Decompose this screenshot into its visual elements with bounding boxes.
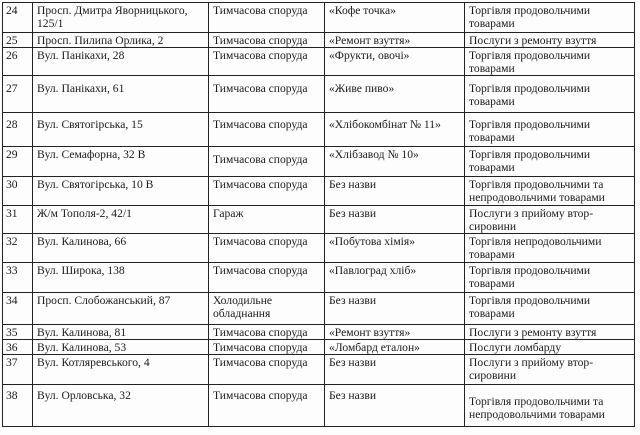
address-cell: Вул. Калинова, 53 xyxy=(33,340,209,355)
object-type-cell: Тимчасова споруда xyxy=(209,177,325,206)
object-type-cell: Тимчасова споруда xyxy=(209,325,325,340)
row-number: 33 xyxy=(3,263,33,293)
registry-table xyxy=(2,2,635,427)
object-name-cell: «Ремонт взуття» xyxy=(325,325,465,340)
table-row xyxy=(3,113,635,147)
object-name-cell: «Побутова хімія» xyxy=(325,234,465,263)
address-cell: Вул. Широка, 138 xyxy=(33,263,209,293)
activity-cell: Послуги з прийому втор-сировини xyxy=(465,206,635,234)
table-row xyxy=(3,147,635,177)
address-cell: Вул. Семафорна, 32 В xyxy=(33,147,209,177)
address-cell: Вул. Панікахи, 61 xyxy=(33,76,209,113)
address-cell: Вул. Калинова, 81 xyxy=(33,325,209,340)
address-cell: Просп. Пилипа Орлика, 2 xyxy=(33,33,209,48)
object-name-cell: Без назви xyxy=(325,177,465,206)
activity-cell: Торгівля продовольчими товарами xyxy=(465,48,635,76)
object-type-cell: Тимчасова споруда xyxy=(209,33,325,48)
activity-cell: Торгівля продовольчими товарами xyxy=(465,113,635,147)
object-type-cell: Холодильне обладнання xyxy=(209,293,325,325)
row-number: 26 xyxy=(3,48,33,76)
object-name-cell: «Ремонт взуття» xyxy=(325,33,465,48)
address-cell: Просп. Слобожанський, 87 xyxy=(33,293,209,325)
activity-cell: Послуги з прийому втор-сировини xyxy=(465,355,635,385)
table-row xyxy=(3,3,635,33)
object-name-cell: Без назви xyxy=(325,293,465,325)
object-type-cell: Тимчасова споруда xyxy=(209,355,325,385)
row-number: 24 xyxy=(3,3,33,33)
table-row xyxy=(3,293,635,325)
object-type-cell: Тимчасова споруда xyxy=(209,234,325,263)
address-cell: Ж/м Тополя-2, 42/1 xyxy=(33,206,209,234)
row-number: 29 xyxy=(3,147,33,177)
object-type-cell: Тимчасова споруда xyxy=(209,147,325,177)
table-row xyxy=(3,76,635,113)
row-number: 36 xyxy=(3,340,33,355)
activity-cell: Послуги з ремонту взуття xyxy=(465,325,635,340)
object-name-cell: «Павлоград хліб» xyxy=(325,263,465,293)
object-name-cell: «Кофе точка» xyxy=(325,3,465,33)
activity-cell: Торгівля продовольчими та непродовольчими товарами xyxy=(465,177,635,206)
row-number: 28 xyxy=(3,113,33,147)
object-name-cell: «Хлібокомбінат № 11» xyxy=(325,113,465,147)
table-row xyxy=(3,340,635,355)
object-type-cell: Гараж xyxy=(209,206,325,234)
table-row xyxy=(3,263,635,293)
address-cell: Вул. Котляревського, 4 xyxy=(33,355,209,385)
row-number: 27 xyxy=(3,76,33,113)
row-number: 37 xyxy=(3,355,33,385)
row-number: 30 xyxy=(3,177,33,206)
activity-cell: Торгівля непродовольчими товарами xyxy=(465,234,635,263)
table-row xyxy=(3,206,635,234)
table-row xyxy=(3,385,635,427)
activity-cell: Торгівля продовольчими товарами xyxy=(465,293,635,325)
address-cell: Вул. Панікахи, 28 xyxy=(33,48,209,76)
object-name-cell: «Ломбард еталон» xyxy=(325,340,465,355)
row-number: 38 xyxy=(3,385,33,427)
registry-table-body xyxy=(3,3,635,427)
table-row xyxy=(3,33,635,48)
table-row xyxy=(3,177,635,206)
object-type-cell: Тимчасова споруда xyxy=(209,113,325,147)
activity-cell: Послуги ломбарду xyxy=(465,340,635,355)
object-name-cell: «Живе пиво» xyxy=(325,76,465,113)
activity-cell: Торгівля продовольчими товарами xyxy=(465,263,635,293)
row-number: 31 xyxy=(3,206,33,234)
object-name-cell: Без назви xyxy=(325,206,465,234)
object-name-cell: «Хлібзавод № 10» xyxy=(325,147,465,177)
table-row xyxy=(3,234,635,263)
address-cell: Вул. Святогірська, 15 xyxy=(33,113,209,147)
activity-cell: Торгівля продовольчими товарами xyxy=(465,147,635,177)
object-type-cell: Тимчасова споруда xyxy=(209,263,325,293)
table-row xyxy=(3,48,635,76)
activity-cell: Торгівля продовольчими товарами xyxy=(465,76,635,113)
address-cell: Вул. Святогірська, 10 В xyxy=(33,177,209,206)
address-cell: Вул. Орловська, 32 xyxy=(33,385,209,427)
object-name-cell: «Фрукти, овочі» xyxy=(325,48,465,76)
table-row xyxy=(3,355,635,385)
object-type-cell: Тимчасова споруда xyxy=(209,3,325,33)
object-type-cell: Тимчасова споруда xyxy=(209,385,325,427)
address-cell: Вул. Калинова, 66 xyxy=(33,234,209,263)
object-type-cell: Тимчасова споруда xyxy=(209,76,325,113)
row-number: 35 xyxy=(3,325,33,340)
row-number: 34 xyxy=(3,293,33,325)
object-type-cell: Тимчасова споруда xyxy=(209,48,325,76)
activity-cell: Торгівля продовольчими товарами xyxy=(465,3,635,33)
object-name-cell: Без назви xyxy=(325,385,465,427)
activity-cell: Послуги з ремонту взуття xyxy=(465,33,635,48)
table-row xyxy=(3,325,635,340)
activity-cell: Торгівля продовольчими та непродовольчими товарами xyxy=(465,385,635,427)
object-name-cell: Без назви xyxy=(325,355,465,385)
row-number: 32 xyxy=(3,234,33,263)
object-type-cell: Тимчасова споруда xyxy=(209,340,325,355)
row-number: 25 xyxy=(3,33,33,48)
address-cell: Просп. Дмитра Яворницького, 125/1 xyxy=(33,3,209,33)
